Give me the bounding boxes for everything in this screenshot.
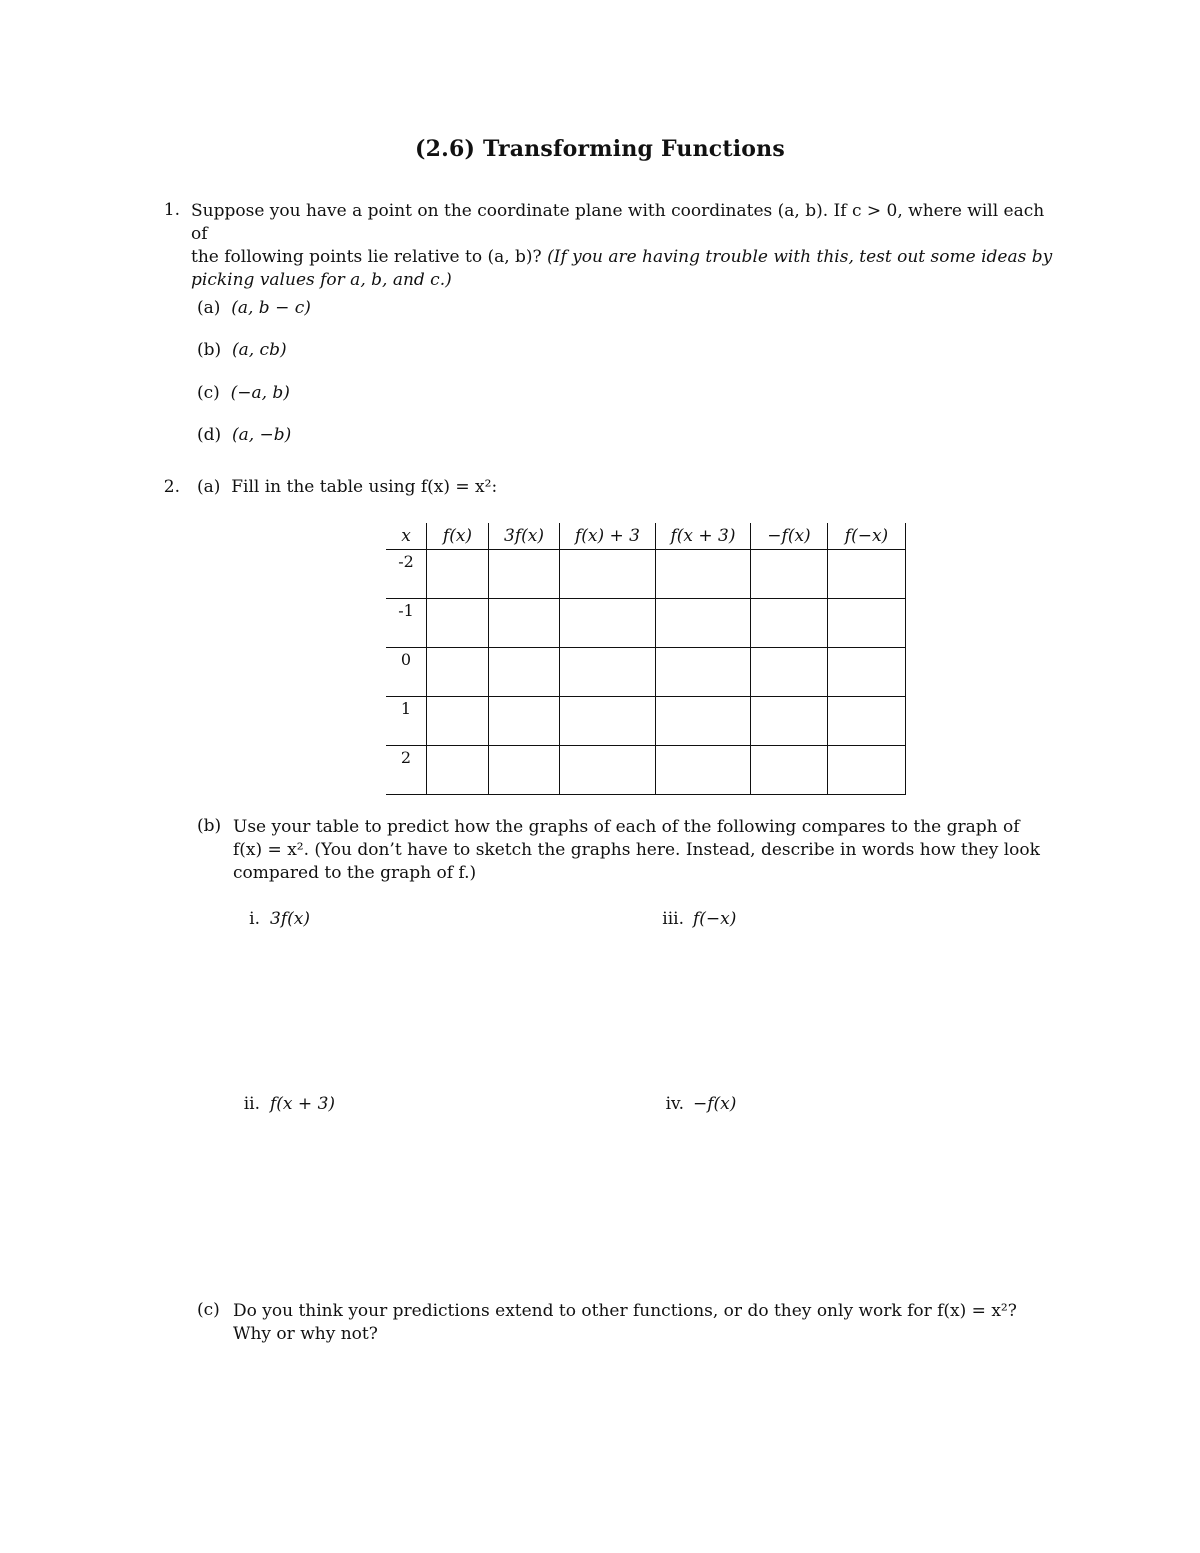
blank-cell[interactable]	[828, 648, 906, 697]
question-2-number: 2.	[163, 477, 180, 497]
blank-cell[interactable]	[828, 697, 906, 746]
q1-part-c	[197, 383, 290, 403]
part-label: (d)	[197, 425, 222, 445]
blank-cell[interactable]	[828, 746, 906, 795]
part-b-line-3: compared to the graph of f.)	[233, 863, 477, 883]
blank-cell[interactable]	[656, 648, 751, 697]
part-b-line-1: Use your table to predict how the graphs of each of the following compares to the graph of	[233, 817, 1020, 837]
sub-label-i: i.	[249, 909, 260, 929]
page-title: (2.6) Transforming Functions	[415, 136, 785, 162]
part-b-line-2: f(x) = x². (You don’t have to sketch the graphs here. Instead, describe in words how they look	[233, 840, 1040, 860]
sub-expr-ii: f(x + 3)	[270, 1094, 336, 1114]
table-row	[386, 697, 906, 746]
x-value-cell: -1	[386, 599, 427, 648]
x-value-cell: -2	[386, 550, 427, 599]
sub-label-iii: iii.	[662, 909, 684, 929]
question-1-hint-cont: picking values for a, b, and c.)	[191, 270, 452, 290]
function-table	[386, 523, 906, 795]
question-1-hint: (If you are having trouble with this, test out some ideas by	[547, 247, 1053, 267]
column-header: f(x)	[427, 523, 489, 550]
sub-label-ii: ii.	[243, 1094, 260, 1114]
q2-part-a	[197, 477, 497, 497]
question-1-line-2-plain: the following points lie relative to (a, b)?	[191, 247, 542, 267]
q2-part-c-label: (c)	[197, 1300, 220, 1320]
sub-expr-i: 3f(x)	[270, 909, 310, 929]
table-row	[386, 599, 906, 648]
blank-cell[interactable]	[489, 550, 560, 599]
blank-cell[interactable]	[427, 746, 489, 795]
blank-cell[interactable]	[427, 697, 489, 746]
part-label: (a)	[197, 477, 221, 497]
sub-expr-iii: f(−x)	[693, 909, 737, 929]
column-header: f(−x)	[828, 523, 906, 550]
blank-cell[interactable]	[489, 648, 560, 697]
column-header: x	[386, 523, 427, 550]
blank-cell[interactable]	[751, 697, 828, 746]
part-label: (b)	[197, 340, 222, 360]
q1-part-a	[197, 298, 311, 318]
blank-cell[interactable]	[656, 697, 751, 746]
sub-expr-iv: −f(x)	[693, 1094, 737, 1114]
q2-part-b-label: (b)	[197, 816, 222, 836]
x-value-cell: 0	[386, 648, 427, 697]
column-header: −f(x)	[751, 523, 828, 550]
blank-cell[interactable]	[751, 550, 828, 599]
blank-cell[interactable]	[751, 648, 828, 697]
blank-cell[interactable]	[751, 746, 828, 795]
column-header: f(x) + 3	[560, 523, 656, 550]
table-header-row	[386, 523, 906, 550]
blank-cell[interactable]	[489, 697, 560, 746]
blank-cell[interactable]	[656, 599, 751, 648]
question-1-line-1: Suppose you have a point on the coordinate plane with coordinates (a, b). If c > 0, where will each of	[191, 201, 1045, 244]
q1-part-d	[197, 425, 291, 445]
blank-cell[interactable]	[560, 746, 656, 795]
column-header: 3f(x)	[489, 523, 560, 550]
x-value-cell: 1	[386, 697, 427, 746]
q2-part-b-text	[233, 816, 1063, 885]
blank-cell[interactable]	[427, 599, 489, 648]
part-expr: (−a, b)	[230, 383, 290, 403]
table-row	[386, 648, 906, 697]
part-expr: (a, b − c)	[231, 298, 311, 318]
blank-cell[interactable]	[489, 746, 560, 795]
q1-part-b	[197, 340, 287, 360]
table-row	[386, 746, 906, 795]
column-header: f(x + 3)	[656, 523, 751, 550]
blank-cell[interactable]	[560, 599, 656, 648]
blank-cell[interactable]	[560, 697, 656, 746]
part-c-line-2: Why or why not?	[233, 1324, 378, 1344]
x-value-cell: 2	[386, 746, 427, 795]
blank-cell[interactable]	[427, 648, 489, 697]
part-expr: (a, cb)	[231, 340, 287, 360]
sub-label-iv: iv.	[665, 1094, 684, 1114]
part-expr: (a, −b)	[231, 425, 292, 445]
blank-cell[interactable]	[828, 599, 906, 648]
blank-cell[interactable]	[656, 746, 751, 795]
question-1-line-2	[191, 246, 1061, 269]
table-row	[386, 550, 906, 599]
blank-cell[interactable]	[828, 550, 906, 599]
question-1-text	[191, 200, 1061, 292]
blank-cell[interactable]	[427, 550, 489, 599]
question-1-number: 1.	[163, 200, 180, 220]
blank-cell[interactable]	[560, 648, 656, 697]
blank-cell[interactable]	[560, 550, 656, 599]
q2-part-c-text	[233, 1300, 1063, 1346]
part-label: (c)	[197, 383, 220, 403]
blank-cell[interactable]	[489, 599, 560, 648]
part-a-text: Fill in the table using f(x) = x²:	[231, 477, 498, 497]
blank-cell[interactable]	[751, 599, 828, 648]
blank-cell[interactable]	[656, 550, 751, 599]
part-label: (a)	[197, 298, 221, 318]
part-c-line-1: Do you think your predictions extend to other functions, or do they only work for f(x) = x²?	[233, 1301, 1017, 1321]
